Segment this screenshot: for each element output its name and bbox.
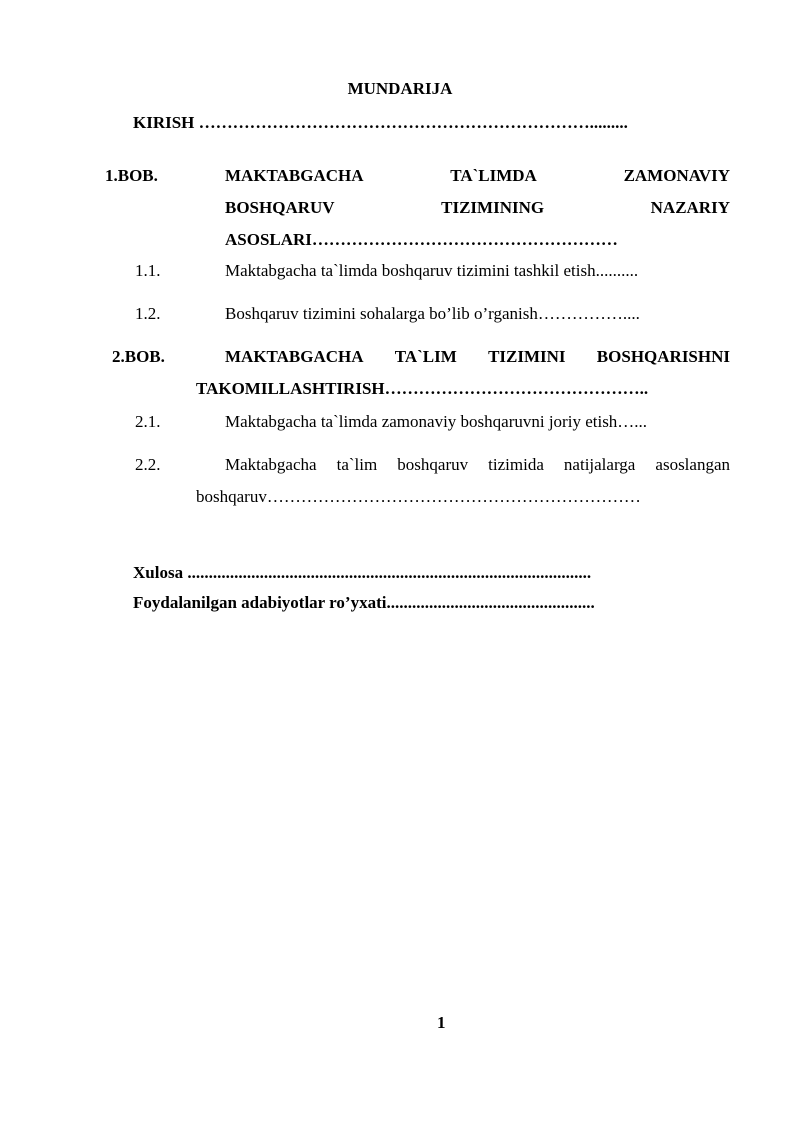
word: NAZARIY xyxy=(650,198,730,217)
word: tizimida xyxy=(488,455,544,474)
chapter-2-title-line-2: TAKOMILLASHTIRISH……………………………………….. xyxy=(196,379,649,398)
section-2-2-title-line-1 xyxy=(225,456,730,473)
word: MAKTABGACHA xyxy=(225,166,364,185)
toc-entry-conclusion: Xulosa ............................................................................................... xyxy=(133,563,592,582)
word: asoslangan xyxy=(655,455,730,474)
toc-entry-references: Foydalanilgan adabiyotlar ro’yxati................................................. xyxy=(133,593,595,612)
toc-title: MUNDARIJA xyxy=(347,79,453,98)
section-2-1-title: Maktabgacha ta`limda zamonaviy boshqaruvni joriy etish…... xyxy=(225,412,648,431)
word: natijalarga xyxy=(563,455,636,474)
chapter-1-title-line-2 xyxy=(225,199,730,216)
word: BOSHQARUV xyxy=(225,198,335,217)
section-2-1-number: 2.1. xyxy=(135,412,161,431)
word: TIZIMINING xyxy=(441,198,545,217)
section-1-2-number: 1.2. xyxy=(135,304,161,323)
toc-entry-intro: KIRISH ……………………………………………………………......... xyxy=(133,113,628,132)
word: boshqaruv xyxy=(397,455,469,474)
section-1-1-number: 1.1. xyxy=(135,261,161,280)
word: TIZIMINI xyxy=(488,347,566,366)
chapter-1-title-line-1 xyxy=(225,167,730,184)
chapter-2-number: 2.BOB. xyxy=(112,347,165,366)
word: BOSHQARISHNI xyxy=(596,347,730,366)
word: ZAMONAVIY xyxy=(623,166,730,185)
word: TA`LIM xyxy=(394,347,457,366)
page-number: 1 xyxy=(437,1013,446,1032)
section-2-2-title-line-2: boshqaruv………………………………………………………… xyxy=(196,487,641,506)
chapter-2-title-line-1 xyxy=(225,348,730,365)
word: ta`lim xyxy=(336,455,378,474)
section-1-1-title: Maktabgacha ta`limda boshqaruv tizimini tashkil etish.......... xyxy=(225,261,639,280)
word: MAKTABGACHA xyxy=(225,347,364,366)
chapter-1-title-line-3: ASOSLARI……………………………………………… xyxy=(225,230,618,249)
section-2-2-number: 2.2. xyxy=(135,455,161,474)
chapter-1-number: 1.BOB. xyxy=(105,166,158,185)
section-1-2-title: Boshqaruv tizimini sohalarga bo’lib o’rganish…………….... xyxy=(225,304,640,323)
word: Maktabgacha xyxy=(225,455,317,474)
word: TA`LIMDA xyxy=(450,166,537,185)
